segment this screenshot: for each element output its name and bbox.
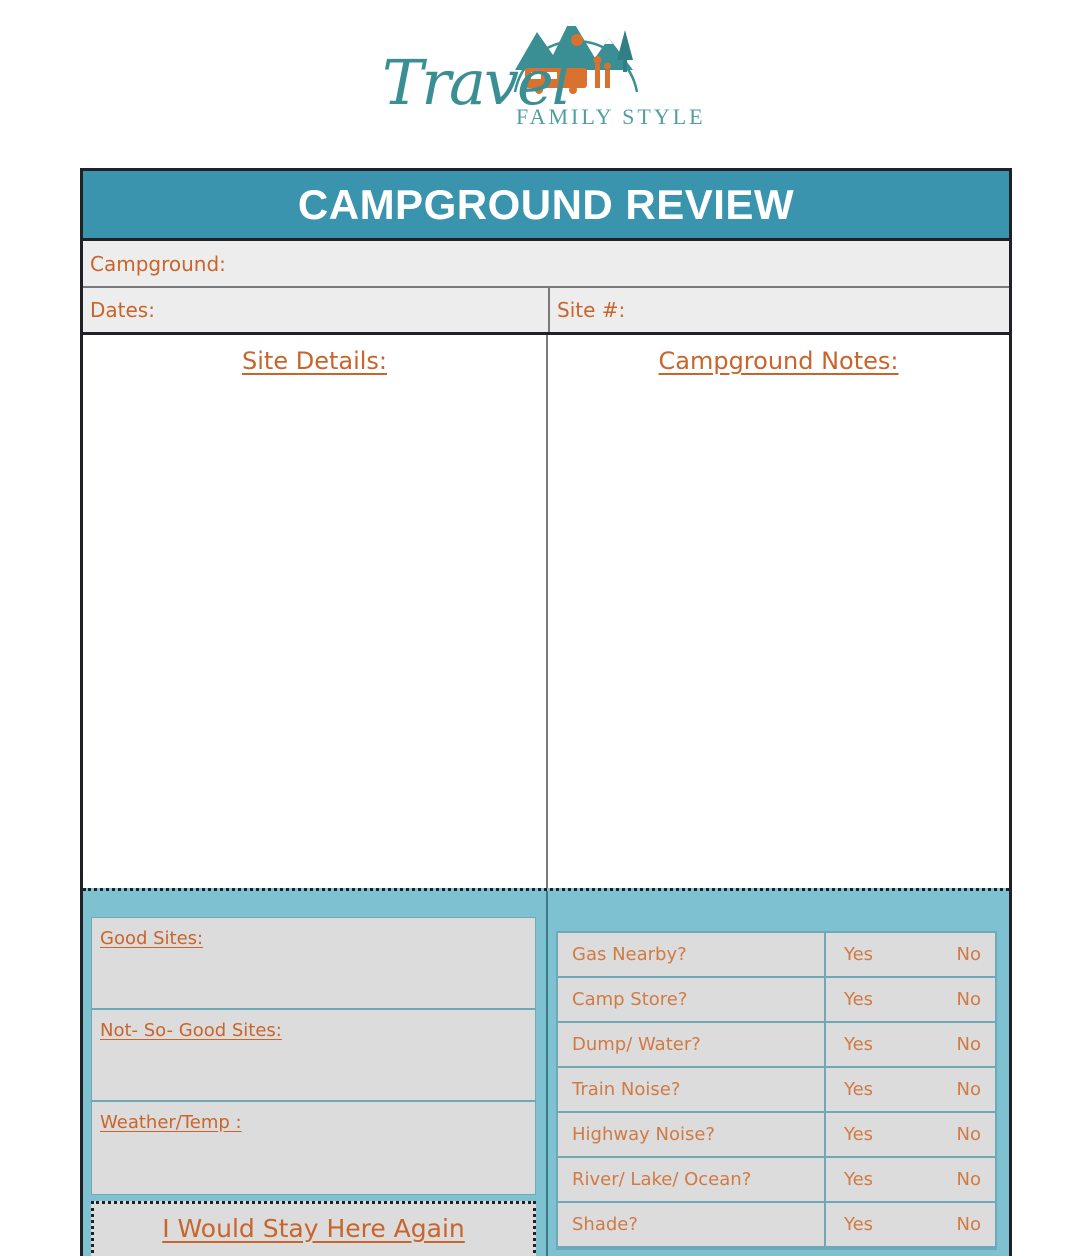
yes-option[interactable]: Yes [844, 944, 874, 965]
checklist-row-dump [558, 1023, 995, 1068]
form-title-bar [83, 171, 1009, 241]
yes-option[interactable]: Yes [844, 1079, 874, 1100]
logo-script-text: Travel [382, 46, 570, 119]
checklist-question: Train Noise? [558, 1068, 826, 1111]
logo-caps-text: FAMILY STYLE [516, 104, 706, 129]
site-number-label: Site #: [557, 298, 626, 322]
not-so-good-sites-label: Not- So- Good Sites: [100, 1020, 282, 1041]
stay-again-heading: I Would Stay Here Again [162, 1214, 465, 1243]
no-option[interactable]: No [956, 1079, 981, 1100]
checklist-question: Dump/ Water? [558, 1023, 826, 1066]
site-details-heading: Site Details: [242, 347, 387, 375]
brand-logo [380, 0, 720, 150]
good-sites-label: Good Sites: [100, 928, 204, 949]
checklist-row-gas [558, 933, 995, 978]
dates-field[interactable] [83, 288, 548, 332]
campground-notes-heading: Campground Notes: [658, 347, 899, 375]
no-option[interactable]: No [956, 1034, 981, 1055]
yes-option[interactable]: Yes [844, 989, 874, 1010]
checklist-question: Gas Nearby? [558, 933, 826, 976]
campground-row [83, 241, 1009, 288]
no-option[interactable]: No [956, 1124, 981, 1145]
site-quality-box [91, 917, 536, 1195]
yes-option[interactable]: Yes [844, 1034, 874, 1055]
stay-again-box[interactable] [91, 1201, 536, 1256]
checklist-question: River/ Lake/ Ocean? [558, 1158, 826, 1201]
checklist-row-highway [558, 1113, 995, 1158]
no-option[interactable]: No [956, 1214, 981, 1235]
weather-temp-field[interactable] [92, 1102, 535, 1194]
amenities-checklist [556, 931, 997, 1250]
form-title: CAMPGROUND REVIEW [297, 180, 795, 228]
no-option[interactable]: No [956, 944, 981, 965]
dates-label: Dates: [90, 298, 155, 322]
site-number-field[interactable] [548, 288, 1009, 332]
dates-site-row [83, 288, 1009, 335]
checklist-question: Camp Store? [558, 978, 826, 1021]
checklist-question: Shade? [558, 1203, 826, 1246]
yes-option[interactable]: Yes [844, 1124, 874, 1145]
campground-notes-box[interactable] [548, 335, 1009, 888]
amenities-column [548, 891, 1009, 1256]
yes-option[interactable]: Yes [844, 1169, 874, 1190]
yes-option[interactable]: Yes [844, 1214, 874, 1235]
weather-temp-label: Weather/Temp : [100, 1112, 242, 1133]
no-option[interactable]: No [956, 989, 981, 1010]
review-form [80, 168, 1012, 1256]
campground-label: Campground: [90, 251, 226, 276]
checklist-row-store [558, 978, 995, 1023]
notes-area [83, 335, 1009, 888]
site-quality-column [83, 891, 548, 1256]
good-sites-field[interactable] [92, 918, 535, 1010]
checklist-question: Highway Noise? [558, 1113, 826, 1156]
checklist-row-train [558, 1068, 995, 1113]
no-option[interactable]: No [956, 1169, 981, 1190]
lower-section [83, 888, 1009, 1256]
checklist-row-water [558, 1158, 995, 1203]
site-details-box[interactable] [83, 335, 548, 888]
not-so-good-sites-field[interactable] [92, 1010, 535, 1102]
campground-field[interactable] [83, 241, 1009, 286]
checklist-row-shade [558, 1203, 995, 1248]
